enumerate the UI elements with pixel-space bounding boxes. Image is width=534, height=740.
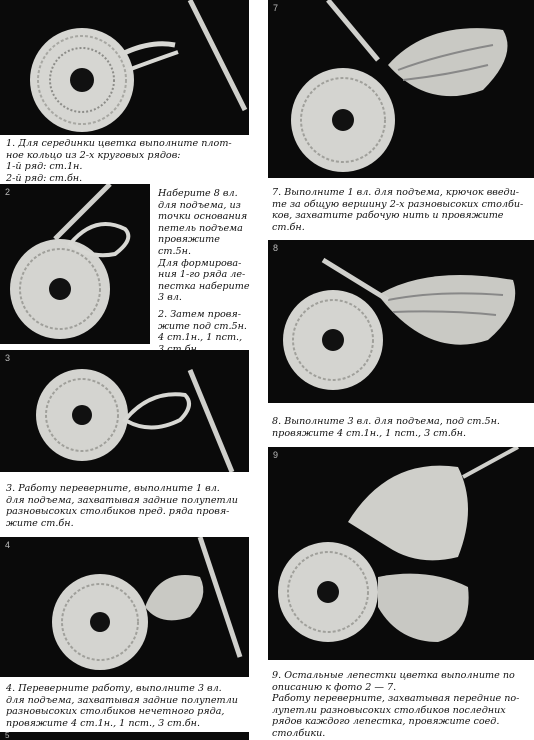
crochet-ring-image [0, 0, 249, 135]
photo-step-4 [0, 537, 249, 677]
caption-step-4: 4. Переверните работу, выполните 3 вл. для подъема, захватывая задние полупетли разновысоких столбиков нечетного ряда, провяжите 4 ст.1н., 1 пст., 3 ст.бн. [6, 683, 238, 729]
caption-step-8: 8. Выполните 3 вл. для подъема, под ст.5н. провяжите 4 ст.1н., 1 пст., 3 ст.бн. [272, 416, 500, 439]
photo-step-1 [0, 0, 249, 135]
caption-step-7: 7. Выполните 1 вл. для подъема, крючок введи- те за общую вершину 2-х разновысоких столби- ков, захватите рабочую нить и провяжите ст.бн. [272, 187, 524, 233]
crochet-petal-start-image [0, 184, 150, 344]
photo-number-9: 9 [273, 450, 279, 460]
crochet-petal-rows-image [268, 240, 534, 403]
crochet-petal-row-image [0, 537, 249, 677]
photo-number-8: 8 [273, 243, 279, 253]
photo-number-4: 4 [5, 540, 11, 550]
crochet-row-turn-image [0, 350, 249, 472]
photo-step-5 [0, 732, 249, 740]
crochet-two-petals-image [268, 0, 534, 178]
photo-number-7: 7 [273, 3, 279, 13]
photo-number-5: 5 [5, 731, 10, 740]
caption-step-1: 1. Для серединки цветка выполните плот- ное кольцо из 2-х круговых рядов: 1-й ряд: ст.1н. 2-й ряд: ст.бн. [6, 138, 232, 184]
caption-step-9: 9. Остальные лепестки цветка выполните по описанию к фото 2 — 7. Работу переверните, захватывая передние по- лупетли разновысоких столбиков последних рядов каждого лепестка, провяжите соед. столбики. [272, 670, 520, 739]
photo-step-8 [268, 240, 534, 403]
photo-step-7 [268, 0, 534, 178]
photo-number-2: 2 [5, 187, 11, 197]
photo-step-2 [0, 184, 150, 344]
photo-step-3 [0, 350, 249, 472]
caption-step-3: 3. Работу переверните, выполните 1 вл. для подъема, захватывая задние полупетли разновысоких столбиков пред. ряда провя- жите ст.бн. [6, 483, 238, 529]
photo-step-9 [268, 447, 534, 660]
photo-number-3: 3 [5, 353, 11, 363]
side-text-step-2: Наберите 8 вл. для подъема, из точки основания петель подъема провяжите ст.5н. Для формирова- ния 1-го ряда ле- пестка наберите 3 вл. 2. Затем провя- жите под ст.5н. 4 ст.1н., 1 пст., [158, 188, 250, 344]
crochet-flower-petals-image [268, 447, 534, 660]
